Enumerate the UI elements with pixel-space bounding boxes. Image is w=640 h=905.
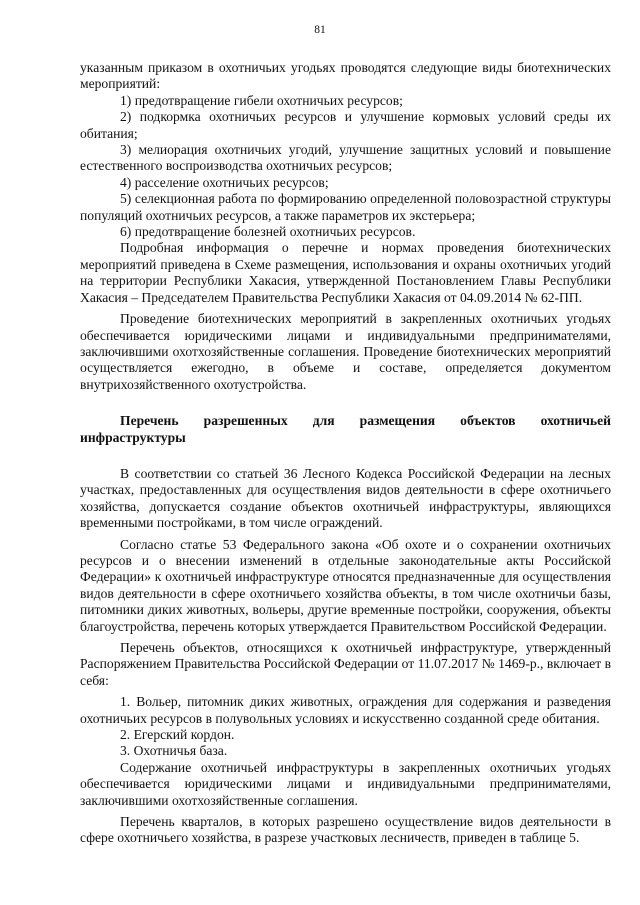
infrastructure-item-3: 3. Охотничья база. — [120, 743, 228, 759]
infrastructure-item-1: 1. Вольер, питомник диких животных, ограждения для содержания и разведения охотничьих ресурсов в полувольных условиях и искусственно созданной среде обитания. — [80, 694, 611, 726]
infrastructure-item-2: 2. Егерский кордон. — [120, 727, 235, 743]
paragraph-intro: указанным приказом в охотничьих угодьях проводятся следующие виды биотехнических мероприятий: — [80, 60, 611, 92]
list-item-1: 1) предотвращение гибели охотничьих ресурсов; — [120, 92, 403, 108]
paragraph-quarters-table: Перечень кварталов, в которых разрешено осуществление видов деятельности в сфере охотничьего хозяйства, в разрезе участковых лесничеств, приведен в таблице 5. — [80, 814, 611, 846]
section-heading: Перечень разрешенных для размещения объектов охотничьей инфраструктуры — [80, 413, 611, 445]
paragraph-infrastructure-list: Перечень объектов, относящихся к охотничьей инфраструктуре, утвержденный Распоряжением Правительства Российской Федерации от 11.07.2017 № 1469-р., включает в себя: — [80, 640, 611, 688]
paragraph-forest-code: В соответствии со статьей 36 Лесного Кодекса Российской Федерации на лесных участках, предоставленных для осуществления видов деятельности в сфере охотничьего хозяйства, допускается создание объектов охотничьей инфраструктуры, являющихся временными постройками, в том числе ограждений. — [80, 465, 611, 531]
paragraph-biotech-execution: Проведение биотехнических мероприятий в закрепленных охотничьих угодьях обеспечивается юридическими лицами и индивидуальными предпринимателями, заключившими охотхозяйственные соглашения. Проведение биотехнических мероприятий осуществляется ежегодно, в объеме и составе, определяется документом внутрихозяйственного охотустройства. — [80, 311, 611, 392]
paragraph-scheme-info: Подробная информация о перечне и нормах проведения биотехнических мероприятий приведена в Схеме размещения, использования и охраны охотничьих угодий на территории Республики Хакасия, утвержденной Постановлением Главы Республики Хакасия – Председателем Правительства Республики Хакасия от 04.09.2014 № 62-ПП. — [80, 240, 611, 305]
list-item-5: 5) селекционная работа по формированию определенной половозрастной структуры популяций охотничьих ресурсов, а также параметров их экстерьера; — [80, 191, 611, 223]
list-item-6: 6) предотвращение болезней охотничьих ресурсов. — [120, 224, 416, 240]
paragraph-maintenance: Содержание охотничьей инфраструктуры в закрепленных охотничьих угодьях обеспечивается юридическими лицами и индивидуальными предпринимателями, заключившими охотхозяйственные соглашения. — [80, 759, 611, 808]
paragraph-federal-law: Согласно статье 53 Федерального закона «Об охоте и о сохранении охотничьих ресурсов и о внесении изменений в отдельные законодательные акты Российской Федерации» к охотничьей инфраструктуре относятся предназначенные для осуществления видов деятельности в сфере охотничьего хозяйства объекты, в том числе охотничьи базы, питомники диких животных, вольеры, другие временные постройки, сооружения, объекты благоустройства, перечень которых утверждается Правительством Российской Федерации. — [80, 536, 611, 634]
list-item-3: 3) мелиорация охотничьих угодий, улучшение защитных условий и повышение естественного воспроизводства охотничьих ресурсов; — [80, 142, 611, 174]
list-item-2: 2) подкормка охотничьих ресурсов и улучшение кормовых условий среды их обитания; — [80, 109, 611, 141]
page-number: 81 — [314, 24, 326, 36]
page-content — [80, 60, 611, 847]
list-item-4: 4) расселение охотничьих ресурсов; — [120, 174, 329, 190]
